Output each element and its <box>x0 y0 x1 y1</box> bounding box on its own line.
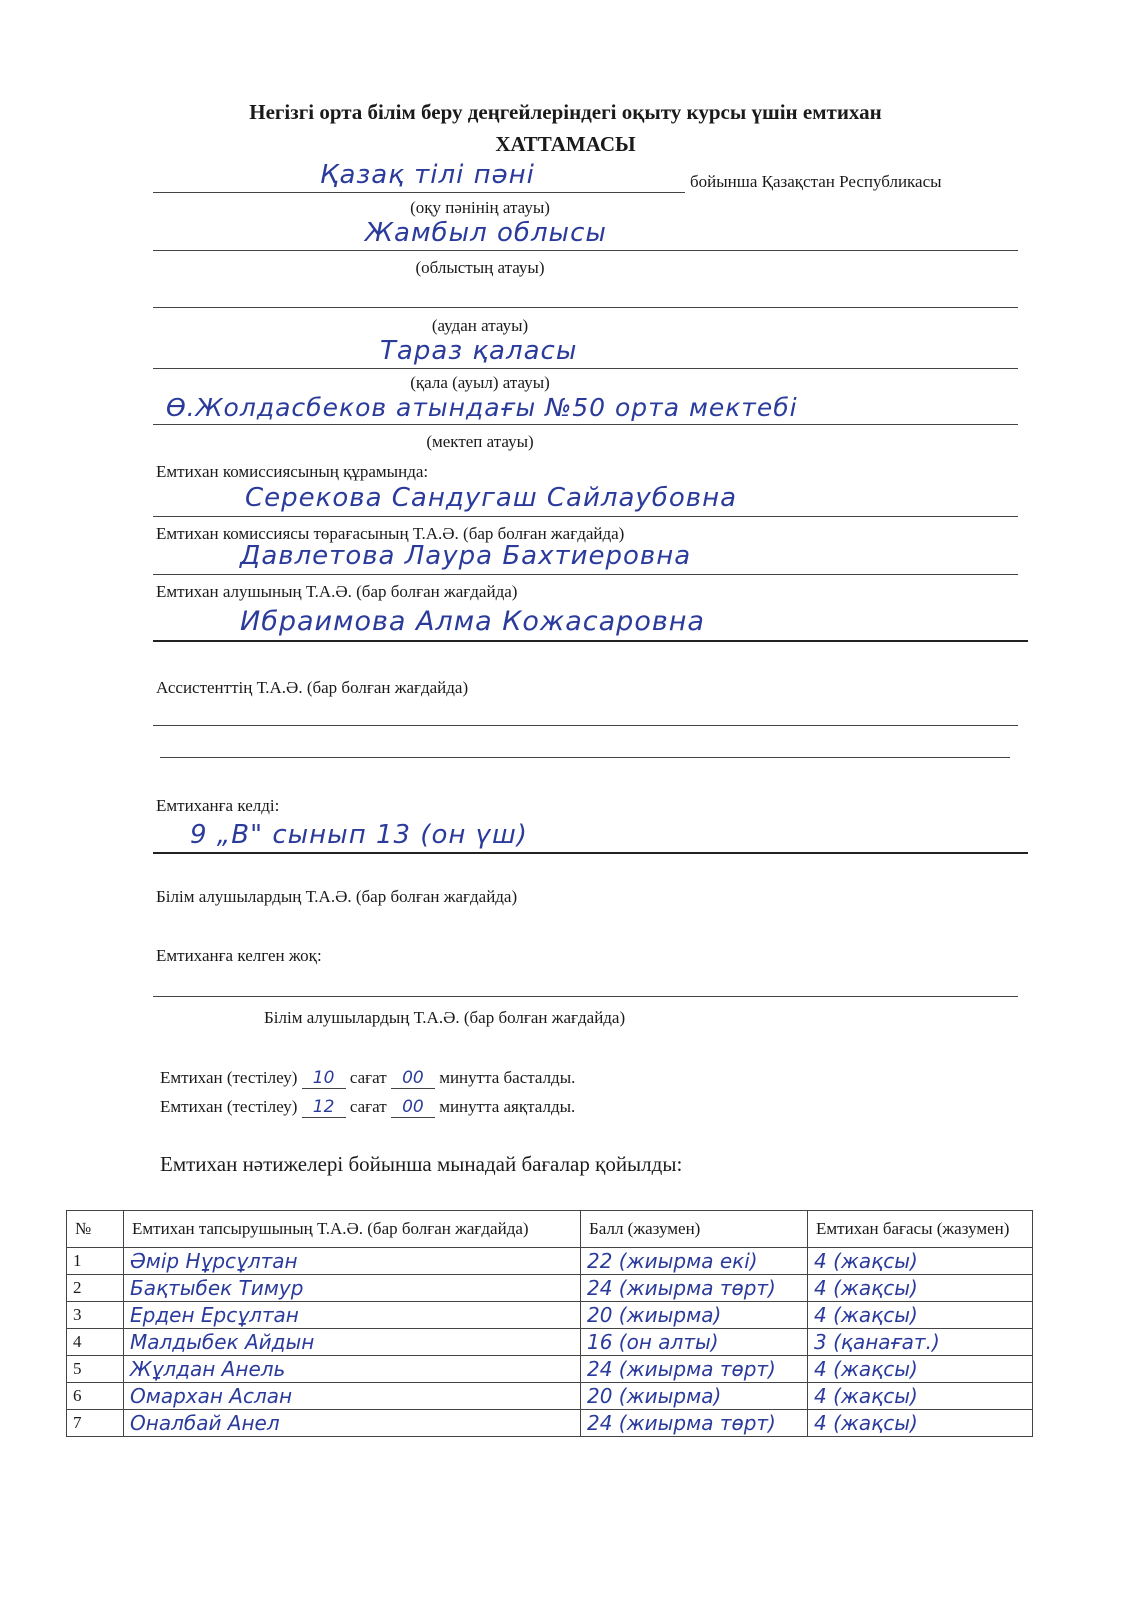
examiner-label: Емтихан алушының Т.А.Ә. (бар болған жағдайда) <box>156 582 518 601</box>
school-caption: (мектеп атауы) <box>426 432 534 451</box>
end-prefix: Емтихан (тестілеу) <box>160 1097 298 1116</box>
commission-line <box>153 516 1018 517</box>
present-caption: Білім алушылардың Т.А.Ә. (бар болған жағдайда) <box>156 887 518 906</box>
school-value: Ө.Жолдасбеков атындағы №50 орта мектебі <box>166 393 798 422</box>
start-suffix: минутта басталды. <box>439 1068 576 1087</box>
city-line <box>153 368 1018 369</box>
row-number: 4 <box>67 1329 124 1356</box>
document-title: Негізгі орта білім беру деңгейлеріндегі оқыту курсы үшін емтихан <box>249 100 882 124</box>
present-label: Емтиханға келді: <box>156 796 280 815</box>
end-hour: 12 <box>302 1097 346 1118</box>
chair-value: Давлетова Лаура Бахтиеровна <box>240 541 692 571</box>
row-grade: 4 (жақсы) <box>808 1356 1033 1383</box>
school-line <box>153 424 1018 425</box>
start-hour-word: сағат <box>349 1068 387 1087</box>
row-name: Оналбай Анел <box>124 1410 581 1437</box>
row-name: Әмір Нұрсұлтан <box>124 1248 581 1275</box>
region-line <box>153 250 1018 251</box>
row-grade: 4 (жақсы) <box>808 1302 1033 1329</box>
end-hour-word: сағат <box>349 1097 387 1116</box>
assistant-line-2 <box>160 757 1010 758</box>
row-score: 22 (жиырма екі) <box>581 1248 808 1275</box>
row-score: 24 (жиырма төрт) <box>581 1275 808 1302</box>
end-time-line <box>160 1097 575 1118</box>
table-row <box>67 1383 1033 1410</box>
subject-suffix: бойынша Қазақстан Республикасы <box>690 172 942 191</box>
absent-caption: Білім алушылардың Т.А.Ә. (бар болған жағдайда) <box>264 1008 626 1027</box>
row-number: 1 <box>67 1248 124 1275</box>
row-score: 24 (жиырма төрт) <box>581 1410 808 1437</box>
commission-member: Серекова Сандугаш Сайлаубовна <box>245 483 737 513</box>
city-value: Тараз қаласы <box>380 336 578 366</box>
commission-label: Емтихан комиссиясының құрамында: <box>156 462 429 481</box>
start-minute: 00 <box>391 1068 435 1089</box>
table-row <box>67 1356 1033 1383</box>
present-value: 9 „В" сынып 13 (он үш) <box>190 820 528 850</box>
subject-line <box>153 192 685 193</box>
row-number: 7 <box>67 1410 124 1437</box>
end-minute: 00 <box>391 1097 435 1118</box>
row-grade: 4 (жақсы) <box>808 1275 1033 1302</box>
row-grade: 4 (жақсы) <box>808 1383 1033 1410</box>
header-score: Балл (жазумен) <box>581 1211 808 1248</box>
row-grade: 4 (жақсы) <box>808 1410 1033 1437</box>
row-number: 5 <box>67 1356 124 1383</box>
chair-label: Емтихан комиссиясы төрағасының Т.А.Ә. (бар болған жағдайда) <box>156 524 625 543</box>
district-line <box>153 307 1018 308</box>
table-row <box>67 1302 1033 1329</box>
start-time-line <box>160 1068 575 1089</box>
results-table <box>66 1210 1033 1437</box>
row-name: Малдыбек Айдын <box>124 1329 581 1356</box>
assistant-label: Ассистенттің Т.А.Ә. (бар болған жағдайда) <box>156 678 469 697</box>
row-number: 6 <box>67 1383 124 1410</box>
district-caption: (аудан атауы) <box>431 316 529 335</box>
results-header-row <box>67 1211 1033 1248</box>
absent-line <box>153 996 1018 997</box>
header-grade: Емтихан бағасы (жазумен) <box>808 1211 1033 1248</box>
start-prefix: Емтихан (тестілеу) <box>160 1068 298 1087</box>
subject-value: Қазақ тілі пәні <box>320 160 535 190</box>
region-caption: (облыстың атауы) <box>415 258 545 277</box>
row-score: 20 (жиырма) <box>581 1383 808 1410</box>
table-row <box>67 1275 1033 1302</box>
present-line <box>153 852 1028 854</box>
examiner-line <box>153 640 1028 642</box>
table-row <box>67 1410 1033 1437</box>
results-heading: Емтихан нәтижелері бойынша мынадай бағалар қойылды: <box>160 1152 683 1176</box>
row-grade: 3 (қанағат.) <box>808 1329 1033 1356</box>
row-number: 3 <box>67 1302 124 1329</box>
header-name: Емтихан тапсырушының Т.А.Ә. (бар болған жағдайда) <box>124 1211 581 1248</box>
absent-label: Емтиханға келген жоқ: <box>156 946 322 965</box>
row-number: 2 <box>67 1275 124 1302</box>
end-suffix: минутта аяқталды. <box>439 1097 576 1116</box>
row-name: Омархан Аслан <box>124 1383 581 1410</box>
table-row <box>67 1248 1033 1275</box>
row-score: 16 (он алты) <box>581 1329 808 1356</box>
table-row <box>67 1329 1033 1356</box>
assistant-line-1 <box>153 725 1018 726</box>
start-hour: 10 <box>302 1068 346 1089</box>
chair-line <box>153 574 1018 575</box>
subject-caption: (оқу пәнінің атауы) <box>410 198 550 217</box>
header-number: № <box>67 1211 124 1248</box>
row-name: Бақтыбек Тимур <box>124 1275 581 1302</box>
row-score: 24 (жиырма төрт) <box>581 1356 808 1383</box>
region-value: Жамбыл облысы <box>365 218 607 248</box>
row-name: Ерден Ерсұлтан <box>124 1302 581 1329</box>
row-name: Жұлдан Анель <box>124 1356 581 1383</box>
city-caption: (қала (ауыл) атауы) <box>410 373 550 392</box>
row-grade: 4 (жақсы) <box>808 1248 1033 1275</box>
row-score: 20 (жиырма) <box>581 1302 808 1329</box>
examiner-value: Ибраимова Алма Кожасаровна <box>240 606 705 637</box>
document-subtitle: ХАТТАМАСЫ <box>495 132 636 156</box>
